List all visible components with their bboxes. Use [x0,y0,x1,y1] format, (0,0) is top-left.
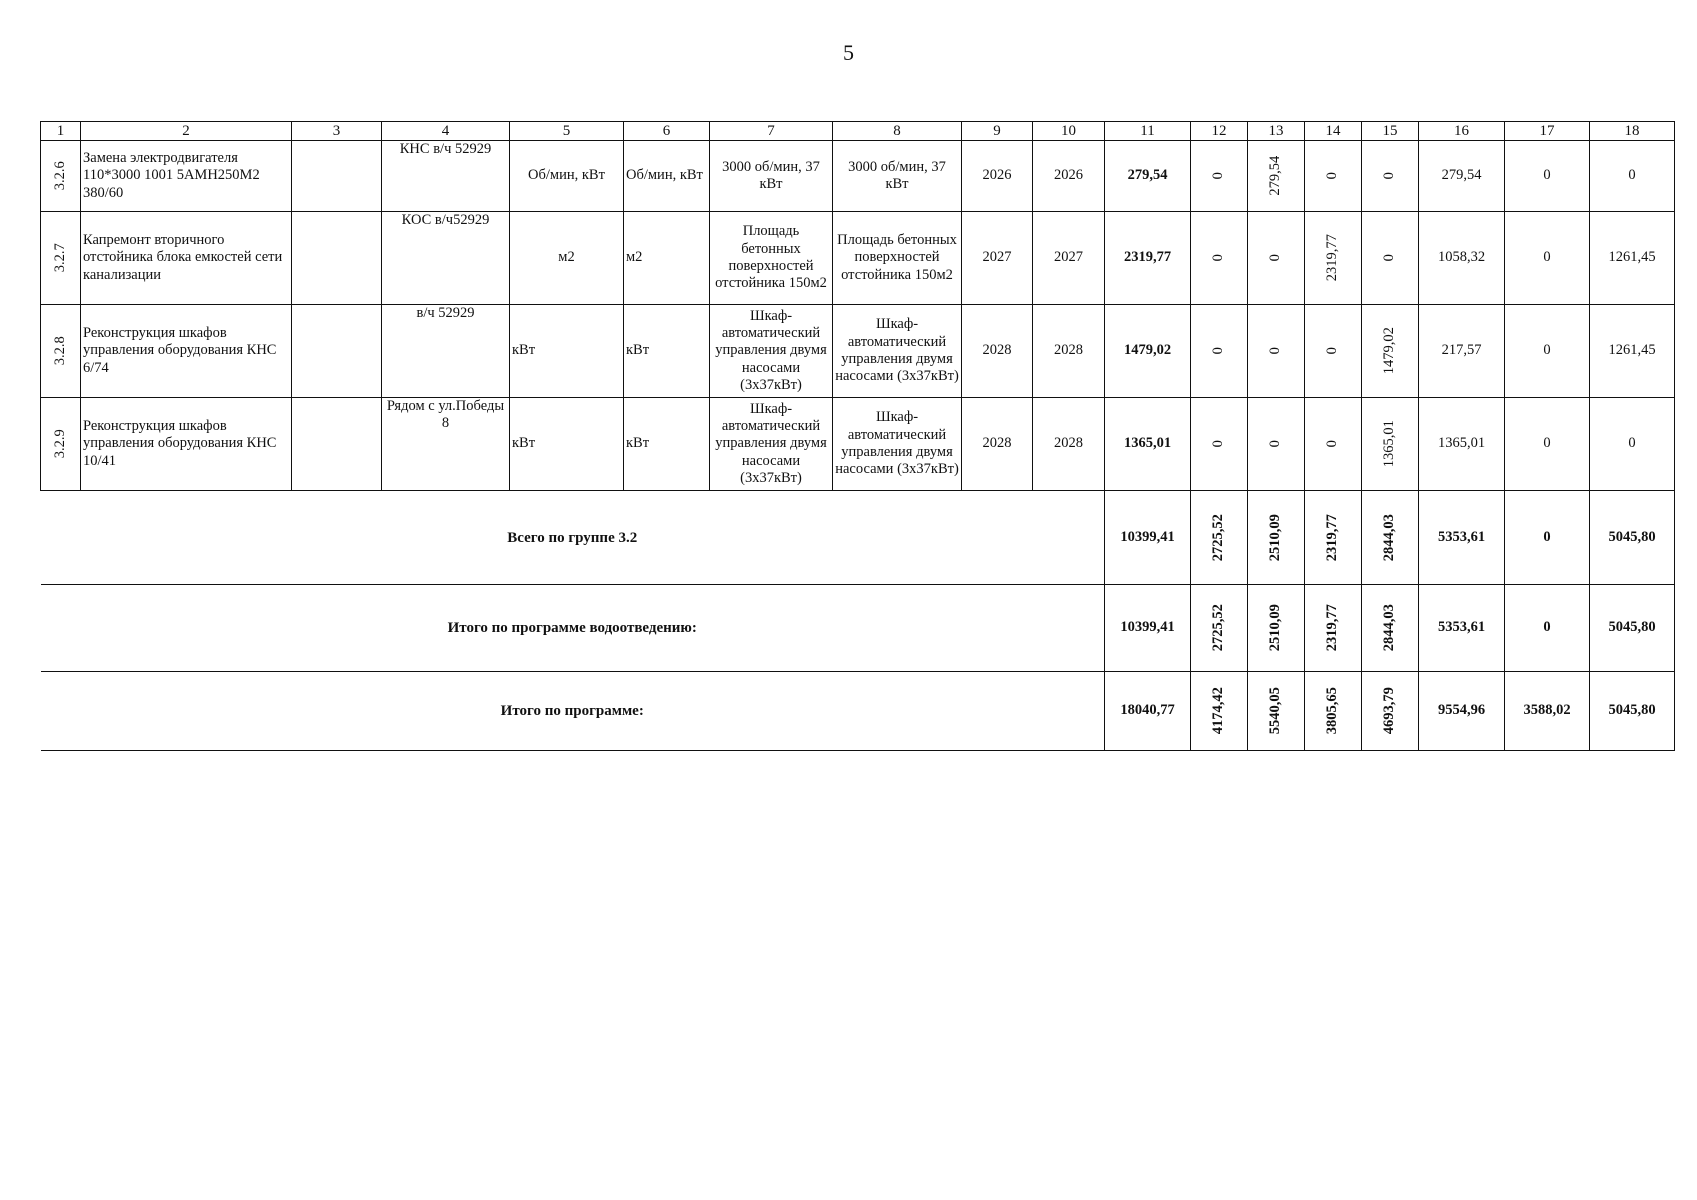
work-name: Капремонт вторичного отстойника блока емкостей сети канализации [81,212,292,305]
work-name: Реконструкция шкафов управления оборудования КНС 6/74 [81,305,292,398]
source-cell: 1365,01 [1419,398,1505,491]
source-cell: 0 [1590,141,1675,212]
header-cell: 4 [382,122,510,141]
header-cell: 14 [1305,122,1362,141]
header-cell: 16 [1419,122,1505,141]
parameter-cell: Площадь бетонных поверхностей отстойника 150м2 [710,212,833,305]
year-end-cell: 2028 [1033,398,1105,491]
header-cell: 2 [81,122,292,141]
unit-cell: кВт [510,305,624,398]
unit-cell: кВт [624,398,710,491]
header-cell: 17 [1505,122,1590,141]
year-cost-cell [1191,398,1248,491]
source-cell: 0 [1505,491,1590,585]
unit-cell: м2 [510,212,624,305]
total-row [41,672,1675,751]
unit-cell: Об/мин, кВт [510,141,624,212]
header-cell: 10 [1033,122,1105,141]
header-cell: 6 [624,122,710,141]
year-cost: 2725,52 [1210,513,1227,562]
year-cost-cell [1248,672,1305,751]
row-number: 3.2.7 [51,243,68,273]
source-cell: 0 [1505,305,1590,398]
header-cell: 11 [1105,122,1191,141]
year-cost-cell [1191,491,1248,585]
parameter-cell: 3000 об/мин, 37 кВт [710,141,833,212]
year-end-cell: 2026 [1033,141,1105,212]
year-cost: 5540,05 [1267,687,1284,735]
year-cost-cell [1362,672,1419,751]
source-cell: 0 [1505,585,1590,672]
year-cost-cell [1362,585,1419,672]
header-cell: 15 [1362,122,1419,141]
year-cost-cell [1248,141,1305,212]
total-label: Итого по программе водоотведению: [41,585,1105,672]
total-row [41,491,1675,585]
unit-cell: Об/мин, кВт [624,141,710,212]
year-cost: 2725,52 [1210,604,1227,652]
year-cost: 0 [1210,440,1227,448]
source-cell: 5045,80 [1590,672,1675,751]
year-cost-cell [1362,398,1419,491]
row-number: 3.2.6 [51,161,68,191]
source-cell: 5045,80 [1590,491,1675,585]
column-number-header [41,122,1675,141]
year-cost-cell [1362,491,1419,585]
total-cost-cell: 1365,01 [1105,398,1191,491]
work-name: Реконструкция шкафов управления оборудования КНС 10/41 [81,398,292,491]
year-cost-cell [1248,585,1305,672]
parameter-cell: Шкаф-автоматический управления двумя насосами (3х37кВт) [833,398,962,491]
total-cost-cell: 279,54 [1105,141,1191,212]
year-cost-cell [1305,491,1362,585]
year-cost-cell [1248,305,1305,398]
year-start-cell: 2027 [962,212,1033,305]
parameter-cell: 3000 об/мин, 37 кВт [833,141,962,212]
location-cell: в/ч 52929 [382,305,510,398]
year-cost: 2319,77 [1324,234,1341,282]
year-cost-cell [1191,305,1248,398]
investment-program-table [40,121,1675,751]
row-number: 3.2.9 [51,429,68,459]
year-end-cell: 2027 [1033,212,1105,305]
year-cost-cell [1305,141,1362,212]
year-cost: 0 [1381,254,1398,262]
year-cost-cell [1191,141,1248,212]
year-cost-cell [1191,672,1248,751]
location-cell: Рядом с ул.Победы 8 [382,398,510,491]
year-cost-cell [1191,212,1248,305]
year-cost: 2510,09 [1267,604,1284,652]
table-row [41,141,1675,212]
year-cost: 0 [1381,172,1398,180]
source-cell: 9554,96 [1419,672,1505,751]
total-cost-cell: 10399,41 [1105,585,1191,672]
header-cell: 9 [962,122,1033,141]
source-cell: 1058,32 [1419,212,1505,305]
column-3-cell [292,305,382,398]
source-cell: 0 [1505,398,1590,491]
source-cell: 0 [1505,212,1590,305]
year-cost-cell [1362,141,1419,212]
year-cost: 4174,42 [1210,687,1227,735]
header-cell: 18 [1590,122,1675,141]
parameter-cell: Шкаф-автоматический управления двумя насосами (3х37кВт) [833,305,962,398]
table-row [41,212,1675,305]
total-cost-cell: 10399,41 [1105,491,1191,585]
year-cost-cell [1362,212,1419,305]
total-label: Итого по программе: [41,672,1105,751]
source-cell: 0 [1505,141,1590,212]
source-cell: 3588,02 [1505,672,1590,751]
year-cost: 0 [1210,347,1227,355]
unit-cell: м2 [624,212,710,305]
work-name: Замена электродвигателя 110*3000 1001 5АМН250М2 380/60 [81,141,292,212]
row-number-cell [41,398,81,491]
year-start-cell: 2028 [962,305,1033,398]
year-start-cell: 2028 [962,398,1033,491]
header-cell: 5 [510,122,624,141]
table-row [41,305,1675,398]
parameter-cell: Шкаф-автоматический управления двумя насосами (3х37кВт) [710,305,833,398]
row-number-cell [41,212,81,305]
header-cell: 3 [292,122,382,141]
row-number: 3.2.8 [51,336,68,366]
year-start-cell: 2026 [962,141,1033,212]
year-cost: 2319,77 [1324,604,1341,652]
year-cost: 1479,02 [1381,327,1398,375]
header-cell: 13 [1248,122,1305,141]
header-cell: 12 [1191,122,1248,141]
year-cost: 4693,79 [1381,687,1398,735]
year-cost-cell [1191,585,1248,672]
column-3-cell [292,212,382,305]
year-cost: 0 [1324,347,1341,355]
year-cost: 279,54 [1267,156,1284,196]
column-3-cell [292,398,382,491]
header-cell: 8 [833,122,962,141]
header-cell: 1 [41,122,81,141]
year-cost-cell [1362,305,1419,398]
row-number-cell [41,141,81,212]
source-cell: 1261,45 [1590,305,1675,398]
year-cost: 0 [1324,440,1341,448]
source-cell: 5353,61 [1419,491,1505,585]
year-cost: 0 [1210,172,1227,180]
row-number-cell [41,305,81,398]
total-cost-cell: 18040,77 [1105,672,1191,751]
header-cell: 7 [710,122,833,141]
year-cost-cell [1305,585,1362,672]
year-cost: 0 [1267,347,1284,355]
year-cost: 0 [1267,440,1284,448]
year-cost-cell [1248,398,1305,491]
parameter-cell: Площадь бетонных поверхностей отстойника 150м2 [833,212,962,305]
total-cost-cell: 1479,02 [1105,305,1191,398]
source-cell: 1261,45 [1590,212,1675,305]
source-cell: 5045,80 [1590,585,1675,672]
unit-cell: кВт [624,305,710,398]
total-cost-cell: 2319,77 [1105,212,1191,305]
location-cell: КОС в/ч52929 [382,212,510,305]
year-cost: 3805,65 [1324,687,1341,735]
year-cost: 0 [1324,172,1341,180]
year-cost-cell [1305,672,1362,751]
parameter-cell: Шкаф-автоматический управления двумя насосами (3х37кВт) [710,398,833,491]
year-end-cell: 2028 [1033,305,1105,398]
year-cost: 2844,03 [1381,604,1398,652]
year-cost-cell [1248,491,1305,585]
source-cell: 5353,61 [1419,585,1505,672]
year-cost: 2510,09 [1267,513,1284,562]
table-row [41,398,1675,491]
unit-cell: кВт [510,398,624,491]
year-cost: 0 [1267,254,1284,262]
year-cost-cell [1305,212,1362,305]
year-cost: 2319,77 [1324,513,1341,562]
total-row [41,585,1675,672]
source-cell: 217,57 [1419,305,1505,398]
source-cell: 279,54 [1419,141,1505,212]
total-label: Всего по группе 3.2 [41,491,1105,585]
year-cost-cell [1248,212,1305,305]
year-cost-cell [1305,305,1362,398]
column-3-cell [292,141,382,212]
source-cell: 0 [1590,398,1675,491]
year-cost: 1365,01 [1381,420,1398,468]
year-cost: 0 [1210,254,1227,262]
year-cost: 2844,03 [1381,513,1398,562]
location-cell: КНС в/ч 52929 [382,141,510,212]
year-cost-cell [1305,398,1362,491]
page-number: 5 [843,40,854,65]
